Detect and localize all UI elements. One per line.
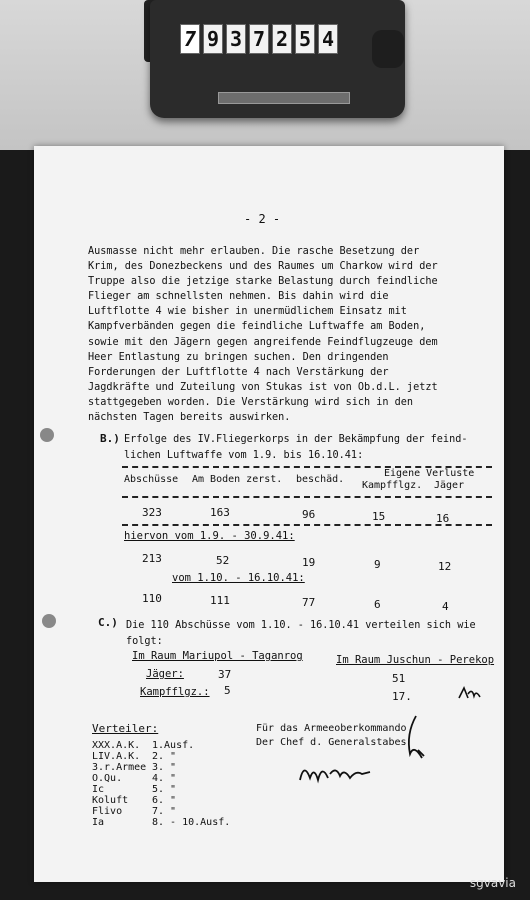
cell-sub2: 111 bbox=[210, 594, 230, 607]
distribution-row bbox=[92, 773, 230, 784]
counter-digits bbox=[180, 24, 338, 54]
cell-sub1: 9 bbox=[374, 558, 381, 571]
area1-label: Im Raum Mariupol - Taganrog bbox=[132, 650, 303, 662]
cell-sub2: 6 bbox=[374, 598, 381, 611]
signature-line1: Für das Armeeoberkommando bbox=[256, 723, 407, 734]
cell-sub2: 4 bbox=[442, 600, 449, 613]
counter-digit: 9 bbox=[203, 24, 223, 54]
kampf-label: Kampfflgz.: bbox=[140, 686, 210, 698]
watermark: sgvavia bbox=[469, 876, 516, 890]
copy: 8. - 10.Ausf. bbox=[152, 817, 231, 828]
recipient: Ia bbox=[92, 817, 105, 828]
copy: 5. " bbox=[152, 784, 177, 795]
copy: 2. " bbox=[152, 751, 177, 762]
counter-plate bbox=[218, 92, 350, 104]
section-b-label: B.) bbox=[100, 432, 120, 445]
recipient: O.Qu. bbox=[92, 773, 123, 784]
distribution-row bbox=[92, 817, 230, 828]
counter-digit: 2 bbox=[272, 24, 292, 54]
counter-digit: 7 bbox=[249, 24, 269, 54]
handwritten-initial-icon bbox=[402, 714, 426, 764]
cell-sub1: 52 bbox=[216, 554, 230, 567]
distribution-row bbox=[92, 784, 230, 795]
recipient: XXX.A.K. bbox=[92, 740, 141, 751]
header-kampfflgz: Kampfflgz. bbox=[362, 480, 423, 491]
cell-total: 323 bbox=[142, 506, 162, 519]
section-b-line1: Erfolge des IV.Fliegerkorps in der Bekämpfung der feind- bbox=[124, 434, 468, 445]
cell-sub2: 77 bbox=[302, 596, 316, 609]
recipient: Ic bbox=[92, 784, 105, 795]
header-eigene: Eigene Verluste bbox=[384, 468, 475, 479]
sub1-label: hiervon vom 1.9. - 30.9.41: bbox=[124, 530, 295, 542]
page-number: - 2 - bbox=[244, 212, 281, 226]
copy: 6. " bbox=[152, 795, 177, 806]
cell-total: 96 bbox=[302, 508, 316, 521]
punch-hole-icon bbox=[42, 614, 56, 628]
punch-hole-icon bbox=[40, 428, 54, 442]
counter-knob-right bbox=[372, 30, 404, 68]
handwritten-signature-icon bbox=[296, 756, 376, 788]
document-page bbox=[34, 146, 504, 882]
copy: 4. " bbox=[152, 773, 177, 784]
counter-label: 7 bbox=[180, 24, 200, 54]
cell-total: 163 bbox=[210, 506, 230, 519]
jaeger-label: Jäger: bbox=[146, 668, 184, 680]
distribution-title: Verteiler: bbox=[92, 722, 159, 735]
section-c-label: C.) bbox=[98, 616, 118, 629]
distribution-row bbox=[92, 795, 230, 806]
distribution-list bbox=[92, 740, 230, 828]
area2-label: Im Raum Juschun - Perekop bbox=[336, 654, 495, 666]
cell-total: 16 bbox=[436, 512, 450, 525]
table-rule bbox=[122, 524, 492, 526]
kampf-value-2: 17. bbox=[392, 690, 412, 703]
cell-total: 15 bbox=[372, 510, 386, 523]
sub2-label: vom 1.10. - 16.10.41: bbox=[172, 572, 305, 584]
counter-digit: 3 bbox=[226, 24, 246, 54]
table-rule bbox=[122, 496, 492, 498]
section-c-line2: folgt: bbox=[126, 636, 163, 647]
header-am-boden: Am Boden zerst. bbox=[192, 474, 283, 485]
body-paragraph: Ausmasse nicht mehr erlauben. Die rasche Besetzung der Krim, des Donezbeckens und des Raumes um Charkow wird der Truppe also die jetzige starke Belastung durch feindliche Flieger am schnellsten nehmen. Bis dahin wird die Luftflotte 4 wie bisher in unermüdlichem Einsatz mit Kampfverbänden gegen die feindliche Luftwaffe am Boden, sowie mit den Jägern gegen angreifende Feindflugzeuge dem Heer Entlastung zu bringen suchen. Den dringenden Forderungen der Luftflotte 4 nach Verstärkung der Jagdkräfte und Zuteilung von Stukas ist von Ob.d.L. jetzt stattgegeben worden. Die Verstärkung wird sich in den nächsten Tagen bereits auswirken. bbox=[88, 246, 438, 424]
recipient: Flivo bbox=[92, 806, 123, 817]
cell-sub1: 12 bbox=[438, 560, 452, 573]
recipient: Koluft bbox=[92, 795, 129, 806]
header-abschuesse: Abschüsse bbox=[124, 474, 179, 485]
jaeger-value-2: 51 bbox=[392, 672, 406, 685]
copy: 3. " bbox=[152, 762, 177, 773]
jaeger-value-1: 37 bbox=[218, 668, 232, 681]
counter-digit: 5 bbox=[295, 24, 315, 54]
cell-sub1: 19 bbox=[302, 556, 316, 569]
copy: 7. " bbox=[152, 806, 177, 817]
signature-line2: Der Chef d. Generalstabes bbox=[256, 737, 407, 748]
cell-sub2: 110 bbox=[142, 592, 162, 605]
distribution-row bbox=[92, 740, 230, 751]
recipient: 3.r.Armee bbox=[92, 762, 147, 773]
counter-digit: 4 bbox=[318, 24, 338, 54]
header-jaeger: Jäger bbox=[434, 480, 465, 491]
section-b-line2: lichen Luftwaffe vom 1.9. bis 16.10.41: bbox=[124, 450, 364, 461]
header-beschaed: beschäd. bbox=[296, 474, 345, 485]
handwritten-mark-icon bbox=[458, 686, 482, 700]
cell-sub1: 213 bbox=[142, 552, 162, 565]
distribution-row bbox=[92, 762, 230, 773]
recipient: LIV.A.K. bbox=[92, 751, 141, 762]
distribution-row bbox=[92, 806, 230, 817]
distribution-row bbox=[92, 751, 230, 762]
section-c-line1: Die 110 Abschüsse vom 1.10. - 16.10.41 verteilen sich wie bbox=[126, 620, 476, 631]
signature-block bbox=[256, 722, 407, 750]
copy: 1.Ausf. bbox=[152, 740, 195, 751]
kampf-value-1: 5 bbox=[224, 684, 231, 697]
